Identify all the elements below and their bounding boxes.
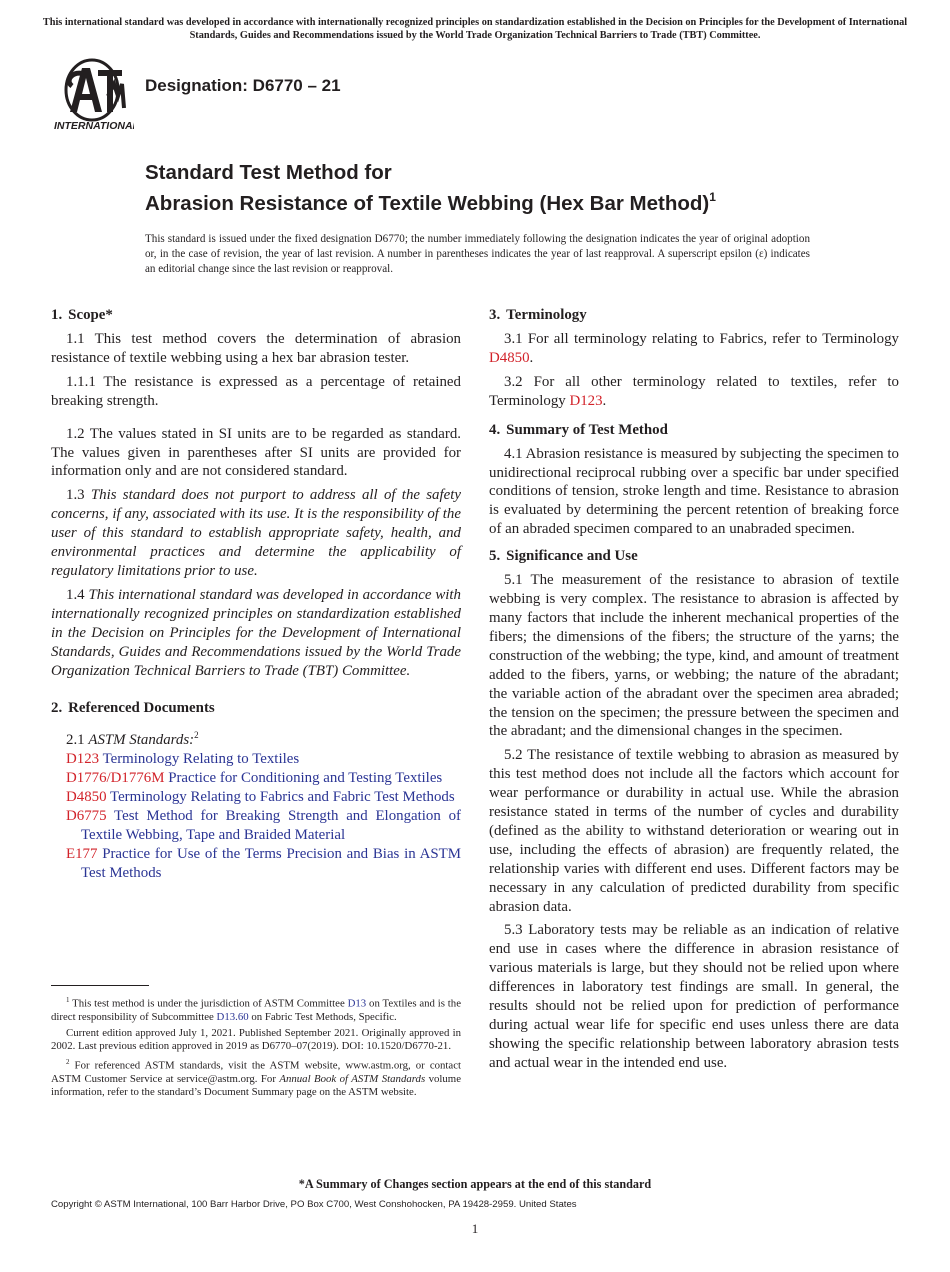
ref-code-link[interactable]: D1776/D1776M [66,770,165,787]
paragraph-text: This standard does not purport to address all of the safety concerns, if any, associated with its use. It is the responsibility of the user of this standard to establish appropriate safety, health, and environmental practices and determine the applicability of regulatory limitations prior to use. [51,487,461,579]
section-title: Scope* [68,307,113,323]
footnote-text: This test method is under the jurisdiction of ASTM Committee [69,997,348,1010]
page-number: 1 [471,1221,479,1236]
section-title: Significance and Use [506,548,638,565]
paragraph-number: 1.4 [66,586,85,603]
paragraph-number: 1.3 [66,487,85,504]
astm-standards-label: ASTM Standards: [88,732,195,749]
section-2-heading [51,699,461,718]
section-number: 4. [489,421,501,438]
ref-item [51,845,461,883]
paragraph-1-1: 1.1 This test method covers the determination of abrasion resistance of textile webbing using a hex bar abrasion tester. [51,331,461,366]
footnote-2 [51,1056,461,1099]
paragraph-2-1 [51,726,461,750]
ref-title-link[interactable]: Terminology Relating to Fabrics and Fabric Test Methods [110,789,455,806]
section-number: 3. [489,307,501,323]
ref-item [51,769,461,788]
paragraph-1-3 [51,486,461,581]
paragraph-5-3: 5.3 Laboratory tests may be reliable as an indication of relative end use in cases where the difference in abrasion resistance of various materials is large, but they should not be relied upon where differences in laboratory test findings are small. In general, the results should not be relied upon for prediction of performance during actual wear life for specific end uses unless there are data showing the specific relationship between laboratory abrasion tests and actual wear in the intended end use. [489,922,899,1071]
title-line-2-text: Abrasion Resistance of Textile Webbing (Hex Bar Method) [145,192,710,215]
title-line-2 [145,185,716,216]
paragraph-1-2: 1.2 The values stated in SI units are to be regarded as standard. The values given in parentheses after SI units are provided for information only and are not considered standard. [51,425,461,480]
logo-wordmark: INTERNATIONAL [54,120,134,132]
copyright-line: Copyright © ASTM International, 100 Barr Harbor Drive, PO Box C700, West Conshohocken, PA 19428-2959. United States [51,1199,577,1210]
right-column [489,306,899,1078]
footnote-rule [51,985,149,986]
ref-item [51,750,461,769]
ref-code-link[interactable]: D123 [66,751,100,768]
paragraph-5-2: 5.2 The resistance of textile webbing to abrasion as measured by this test method does not include all the factors which account for wear performance or durability in actual use. While the abrasion resistance stated in terms of the number of cycles and durability (defined as the ability to withstand deterioration or wearing out in use, including the effects of abrasion) are frequently related, the relationship varies with different end uses. Different factors may be necessary in any calculation of predicted durability from specific abrasion data. [489,747,899,915]
footnote-italic-text: Annual Book of ASTM Standards [279,1073,426,1086]
section-1-heading [51,306,461,325]
summary-of-changes-note: *A Summary of Changes section appears at the end of this standard [298,1177,652,1191]
paragraph-1-1-1: 1.1.1 The resistance is expressed as a percentage of retained breaking strength. [51,373,461,409]
section-number: 5. [489,548,501,565]
section-4-heading [489,421,899,440]
title-footnote-mark[interactable]: 1 [709,190,716,204]
footnote-1 [51,994,461,1024]
ref-title-link[interactable]: Terminology Relating to Textiles [102,751,300,768]
footnote-text: on Fabric Test Methods, Specific. [248,1010,397,1023]
ref-title-link[interactable]: Test Method for Breaking Strength and Elongation of Textile Webbing, Tape and Braided Material [81,808,461,843]
document-title [145,160,716,216]
footnote-text: on Textiles and is the direct responsibility of Subcommittee [51,997,462,1023]
section-title: Referenced Documents [68,700,215,717]
footnote-mark-2[interactable]: 2 [194,730,199,741]
paragraph-text: 3.1 For all terminology relating to Fabrics, refer to Terminology [504,331,899,347]
international-standard-notice: This international standard was developed in accordance with internationally recognized principles on standardization established in the Decision on Principles for the Development of International Standards, Guides and Recommendations issued by the World Trade Organization Technical Barriers to Trade (TBT) Committee. [42,17,908,41]
paragraph-text: This international standard was developed in accordance with internationally recognized principles on standardization established in the Decision on Principles for the Development of International Standards, Guides and Recommendations issued by the World Trade Organization Technical Barriers to Trade (TBT) Committee. [51,586,461,679]
section-number: 2. [51,700,63,717]
ref-item [51,788,461,807]
d123-link[interactable]: D123 [569,392,603,409]
d4850-link[interactable]: D4850 [489,349,530,366]
committee-d13-link[interactable]: D13 [347,997,367,1010]
ref-item [51,807,461,845]
designation: Designation: D6770 – 21 [145,76,341,95]
footnote-text: For referenced ASTM standards, visit the ASTM website, www.astm.org, or contact ASTM Customer Service at service@astm.org. For [51,1060,461,1086]
standard-issue-note: This standard is issued under the fixed designation D6770; the number immediately following the designation indicates the year of original adoption or, in the case of revision, the year of last revision. A number in parentheses indicates the year of last reapproval. A superscript epsilon (ε) indicates an editorial change since the last revision or reapproval. [145,233,810,275]
paragraph-number: 2.1 [66,732,85,749]
paragraph-text: 3.2 For all other terminology related to textiles, refer to Terminology [489,373,899,409]
footnotes [51,985,461,1103]
section-number: 1. [51,307,63,323]
section-5-heading [489,547,899,566]
subcommittee-d1360-link[interactable]: D13.60 [216,1010,249,1023]
ref-code-link[interactable]: E177 [66,845,98,862]
footnote-mark: 1 [66,996,70,1004]
paragraph-3-1: 3.1 For all terminology relating to Fabrics, refer to Terminology D4850. [489,331,899,366]
referenced-documents-list [51,750,461,882]
ref-title-link[interactable]: Practice for Use of the Terms Precision and Bias in ASTM Test Methods [81,845,461,881]
footnote-text: volume information, refer to the standard’s Document Summary page on the ASTM website. [51,1073,461,1099]
paragraph-3-2: 3.2 For all other terminology related to textiles, refer to Terminology D123. [489,373,899,409]
astm-logo [52,56,134,134]
section-title: Summary of Test Method [506,421,668,438]
footnote-edition: Current edition approved July 1, 2021. Published September 2021. Originally approved in 2002. Last previous edition approved in 2019 as D6770–07(2019). DOI: 10.1520/D6770-21. [51,1027,461,1053]
paragraph-4-1: 4.1 Abrasion resistance is measured by subjecting the specimen to unidirectional reciprocal rubbing over a specific bar under specified conditions of tension, stroke length and time. Resistance to abrasion is evaluated by determining the percent retention of breaking force of an abraded specimen compared to an unabraded specimen. [489,445,899,538]
footnote-mark: 2 [66,1058,70,1067]
ref-code-link[interactable]: D4850 [66,789,107,806]
section-title: Terminology [506,307,587,323]
ref-code-link[interactable]: D6775 [66,808,107,824]
title-line-1: Standard Test Method for [145,161,392,184]
left-column [51,306,461,883]
paragraph-1-4 [51,586,461,681]
section-3-heading [489,306,899,325]
paragraph-5-1: 5.1 The measurement of the resistance to abrasion of textile webbing is very complex. The resistance to abrasion is affected by many factors that include the inherent mechanical properties of the fibers; the dimensions of the fibers; the structure of the yarns; the construction of the webbing; the type, kind, and amount of treatment added to the fibers, yarns, or webbing; the nature of the abradant; the variable action of the abradant over the specimen area abraded; the tension on the specimen; the pressure between the specimen and the abradant; and the dimensional changes in the specimen. [489,572,899,740]
ref-title-link[interactable]: Practice for Conditioning and Testing Textiles [168,770,443,787]
